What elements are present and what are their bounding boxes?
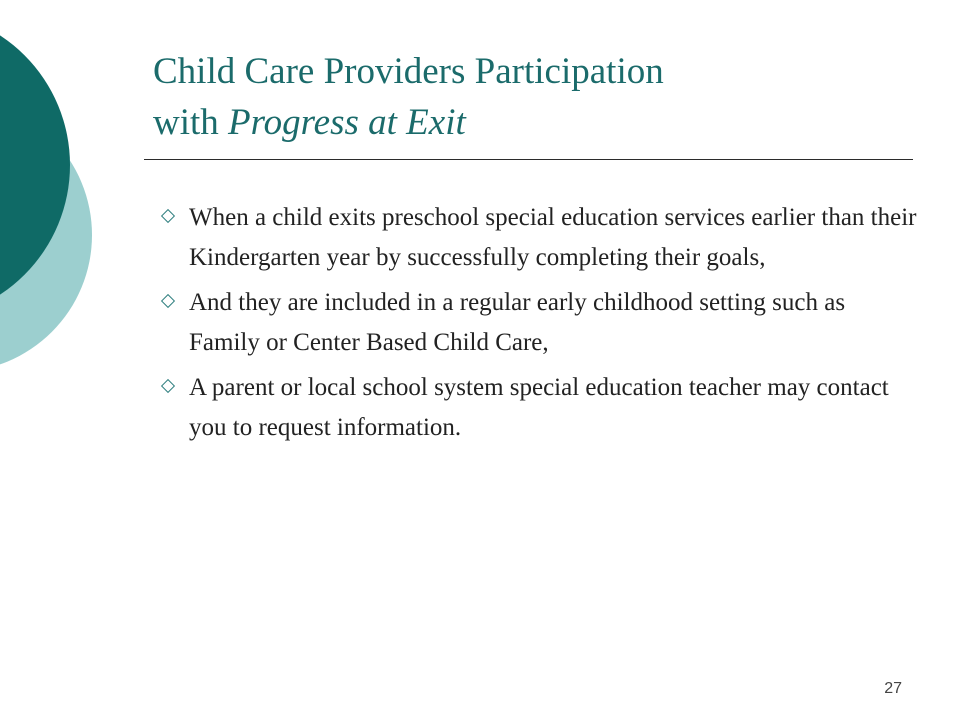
diamond-bullet-icon bbox=[161, 209, 175, 223]
bullet-item bbox=[160, 283, 920, 362]
bullet-text: When a child exits preschool special education services earlier than their Kindergarten year by successfully completing their goals, bbox=[189, 204, 917, 271]
bullet-item bbox=[160, 368, 920, 447]
bullet-list bbox=[160, 198, 920, 453]
bullet-text: And they are included in a regular early childhood setting such as Family or Center Based Child Care, bbox=[189, 289, 846, 356]
title-line-1: Child Care Providers Participation bbox=[153, 51, 664, 92]
title-divider bbox=[144, 159, 913, 160]
title-italic-phrase: Progress at Exit bbox=[228, 102, 466, 143]
slide-number: 27 bbox=[884, 680, 902, 697]
slide-title bbox=[153, 46, 913, 148]
decorative-circles bbox=[0, 0, 140, 420]
diamond-bullet-icon bbox=[161, 379, 175, 393]
bullet-text: A parent or local school system special education teacher may contact you to request information. bbox=[189, 374, 889, 441]
diamond-bullet-icon bbox=[161, 294, 175, 308]
bullet-item bbox=[160, 198, 920, 277]
title-line-2 bbox=[153, 97, 913, 148]
title-line-2-prefix: with bbox=[153, 102, 229, 143]
